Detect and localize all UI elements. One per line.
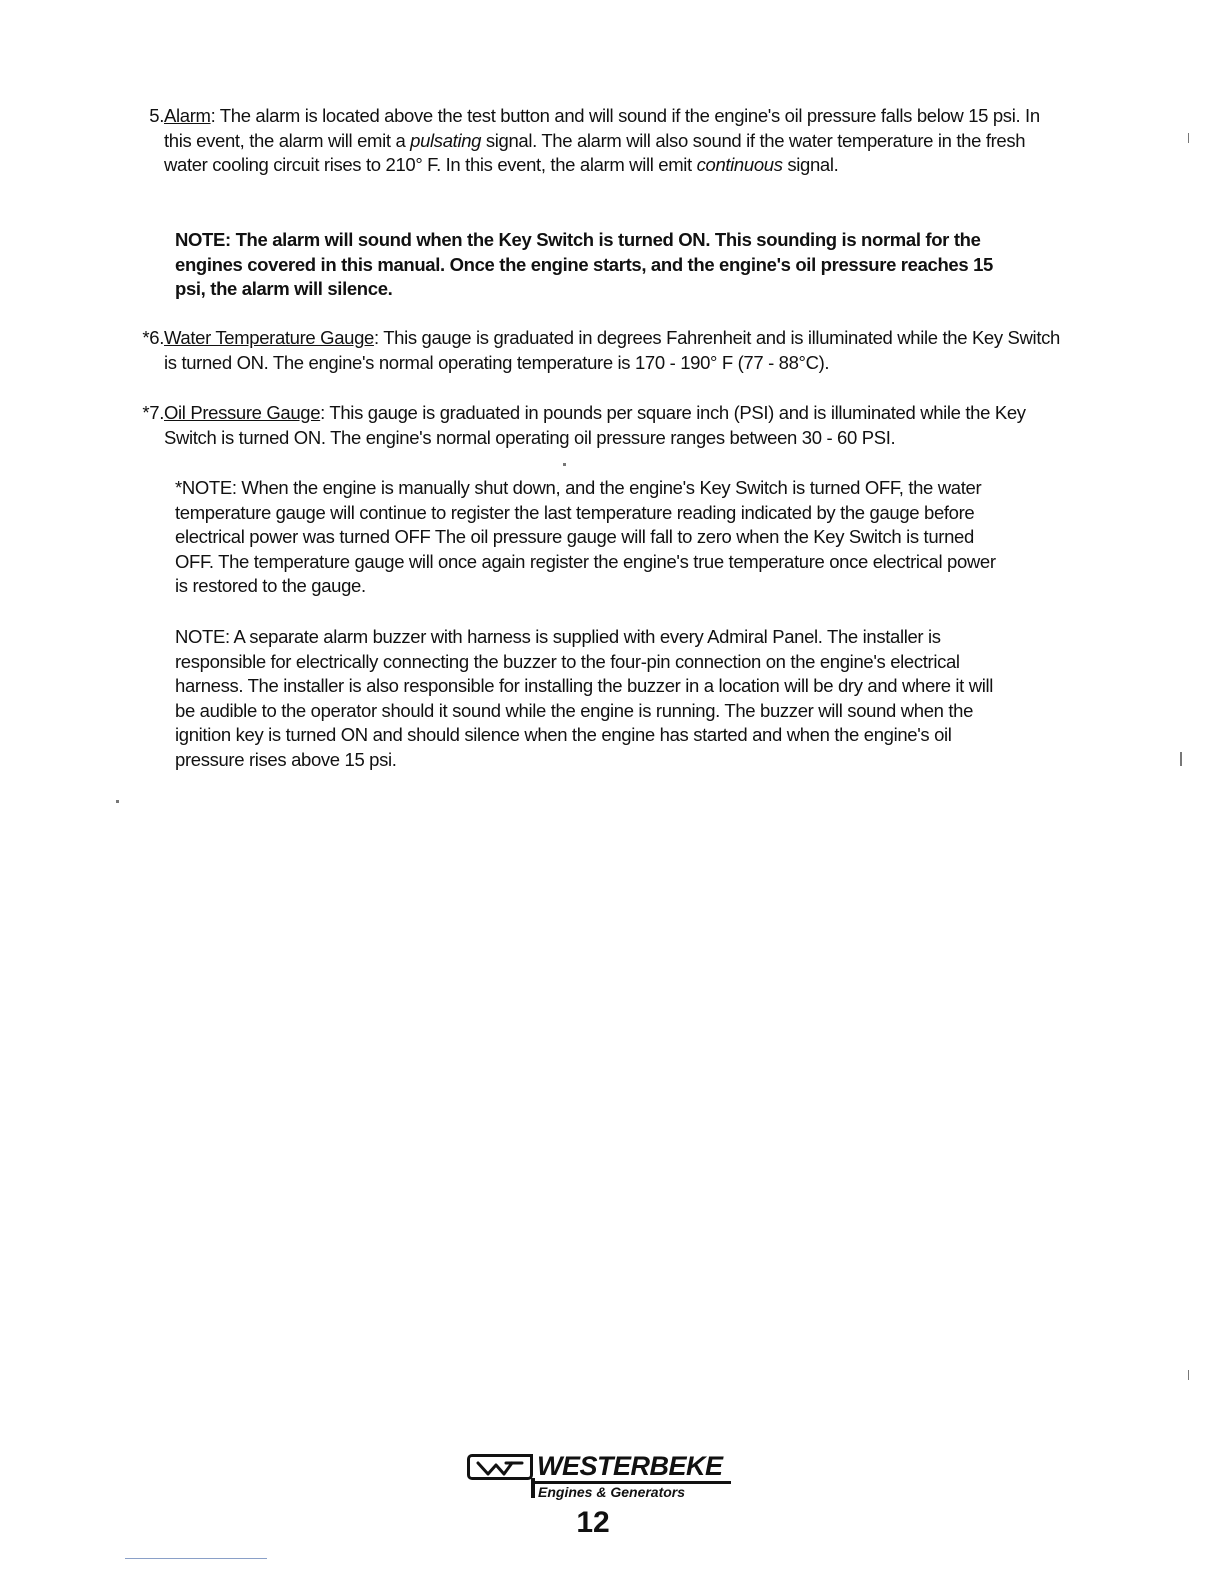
westerbeke-w-icon (467, 1454, 533, 1480)
scan-mark (1180, 752, 1182, 766)
item-number: *6. (142, 327, 164, 348)
westerbeke-logo (467, 1450, 737, 1505)
item-title: Oil Pressure Gauge (164, 402, 321, 423)
item-text: signal. The alarm will also sound if the water temperature in the fresh water cooling circuit rises to 210° F. In this event, the alarm will emit (164, 129, 1026, 175)
scan-mark (116, 800, 119, 803)
scan-mark (563, 463, 566, 466)
scan-mark (1188, 1370, 1189, 1380)
gauge-note: *NOTE: When the engine is manually shut down, and the engine's Key Switch is turned OFF, the water temperature gauge will continue to register the last temperature reading indicated by the gauge before electrical power was turned OFF The oil pressure gauge will fall to zero when the Key Switch is turned OFF. The temperature gauge will once again register the engine's true temperature once electrical power is restored to the gauge. (175, 477, 996, 596)
scan-mark (1188, 133, 1189, 143)
item-text: signal. (782, 154, 839, 175)
item-alarm (130, 104, 1070, 178)
logo-brand: WESTERBEKE (537, 1451, 723, 1481)
alarm-note: NOTE: The alarm will sound when the Key Switch is turned ON. This sounding is normal for the engines covered in this manual. Once the engine starts, and the engine's oil pressure reaches 15 psi, the alarm will silence. (175, 229, 993, 299)
bottom-rule (125, 1558, 267, 1559)
logo-tagline: Engines & Generators (538, 1484, 686, 1500)
page-number: 12 (576, 1506, 610, 1539)
item-text: : This gauge is graduated in pounds per square inch (PSI) and is illuminated while the Key Switch is turned ON. The engine's normal operating oil pressure ranges between 30 - 60 PSI. (164, 402, 1026, 448)
item-water-temperature-gauge (130, 326, 1070, 375)
item-oil-pressure-gauge (130, 401, 1070, 450)
item-body (164, 104, 1070, 178)
item-number: *7. (142, 402, 164, 423)
item-text: : This gauge is graduated in degrees Fahrenheit and is illuminated while the Key Switch is turned ON. The engine's normal operating temperature is 170 - 190° F (77 - 88°C). (164, 327, 1060, 373)
item-title: Alarm (164, 105, 211, 126)
item-title: Water Temperature Gauge (164, 327, 374, 348)
emphasis-pulsating: pulsating (410, 129, 482, 151)
item-number: 5. (149, 105, 164, 126)
item-body (164, 326, 1070, 375)
item-body (164, 401, 1070, 450)
item-text: : The alarm is located above the test button and will sound if the engine's oil pressure falls below 15 psi. In this event, the alarm will emit a (164, 105, 1040, 151)
w-mark-icon (476, 1460, 526, 1476)
emphasis-continuous: continuous (696, 154, 783, 175)
buzzer-note: NOTE: A separate alarm buzzer with harness is supplied with every Admiral Panel. The installer is responsible for electrically connecting the buzzer to the four-pin connection on the engine's electrical harness. The installer is also responsible for installing the buzzer in a location will be dry and where it will be audible to the operator should it sound while the engine is running. The buzzer will sound when the ignition key is turned ON and should silence when the engine has started and when the engine's oil pressure rises above 15 psi. (175, 626, 994, 770)
